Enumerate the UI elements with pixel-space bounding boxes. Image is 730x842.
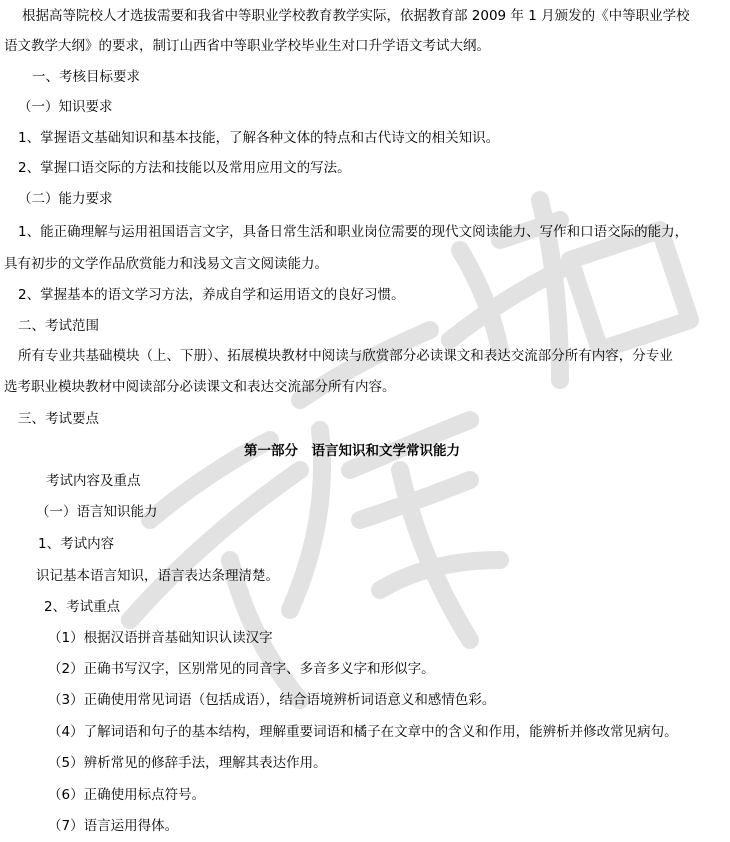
ability-item-2: 2、掌握基本的语文学习方法，养成自学和运用语文的良好习惯。 (18, 287, 405, 303)
focus-item: （5）辨析常见的修辞手法，理解其表达作用。 (48, 755, 327, 771)
scope-line-1: 所有专业共基础模块（上、下册）、拓展模块教材中阅读与欣赏部分必读课文和表达交流部分所有内容，分专业 (18, 348, 673, 364)
section-3-title: 三、考试要点 (18, 411, 99, 427)
knowledge-item-2: 2、掌握口语交际的方法和技能以及常用应用文的写法。 (18, 160, 351, 176)
exam-content-text: 识记基本语言知识，语言表达条理清楚。 (36, 568, 279, 584)
focus-item: （2）正确书写汉字，区别常见的同音字、多音多义字和形似字。 (48, 661, 435, 677)
section-1-title: 一、考核目标要求 (32, 69, 140, 85)
language-ability-title: （一）语言知识能力 (36, 504, 158, 520)
focus-item: （4）了解词语和句子的基本结构，理解重要词语和橘子在文章中的含义和作用，能辨析并修改常见病句。 (48, 724, 678, 740)
scope-line-2: 选考职业模块教材中阅读部分必读课文和表达交流部分所有内容。 (4, 379, 396, 395)
ability-item-1-line-2: 具有初步的文学作品欣赏能力和浅易文言文阅读能力。 (4, 256, 328, 272)
subsection-2-title: （二）能力要求 (18, 191, 113, 207)
content-heading: 考试内容及重点 (46, 473, 141, 489)
knowledge-item-1: 1、掌握语文基础知识和基本技能，了解各种文体的特点和古代诗文的相关知识。 (18, 130, 500, 146)
section-2-title: 二、考试范围 (18, 318, 99, 334)
intro-line-1: 根据高等院校人才选拔需要和我省中等职业学校教育教学实际，依据教育部 2009 年 1 月颁发的《中等职业学校 (22, 8, 690, 24)
exam-focus-title: 2、考试重点 (44, 599, 121, 615)
focus-item: （7）语言运用得体。 (48, 818, 179, 834)
intro-line-2: 语文教学大纲》的要求，制订山西省中等职业学校毕业生对口升学语文考试大纲。 (4, 38, 490, 54)
exam-content-title: 1、考试内容 (38, 536, 115, 552)
focus-item: （1）根据汉语拼音基础知识认读汉字 (48, 630, 273, 646)
focus-item: （6）正确使用标点符号。 (48, 787, 206, 803)
focus-item: （3）正确使用常见词语（包括成语），结合语境辨析词语意义和感情色彩。 (48, 692, 496, 708)
part-1-title: 第一部分 语言知识和文学常识能力 (244, 443, 460, 459)
ability-item-1-line-1: 1、能正确理解与运用祖国语言文字，具备日常生活和职业岗位需要的现代文阅读能力、写作和口语交际的能力， (18, 224, 689, 240)
subsection-1-title: （一）知识要求 (18, 99, 113, 115)
